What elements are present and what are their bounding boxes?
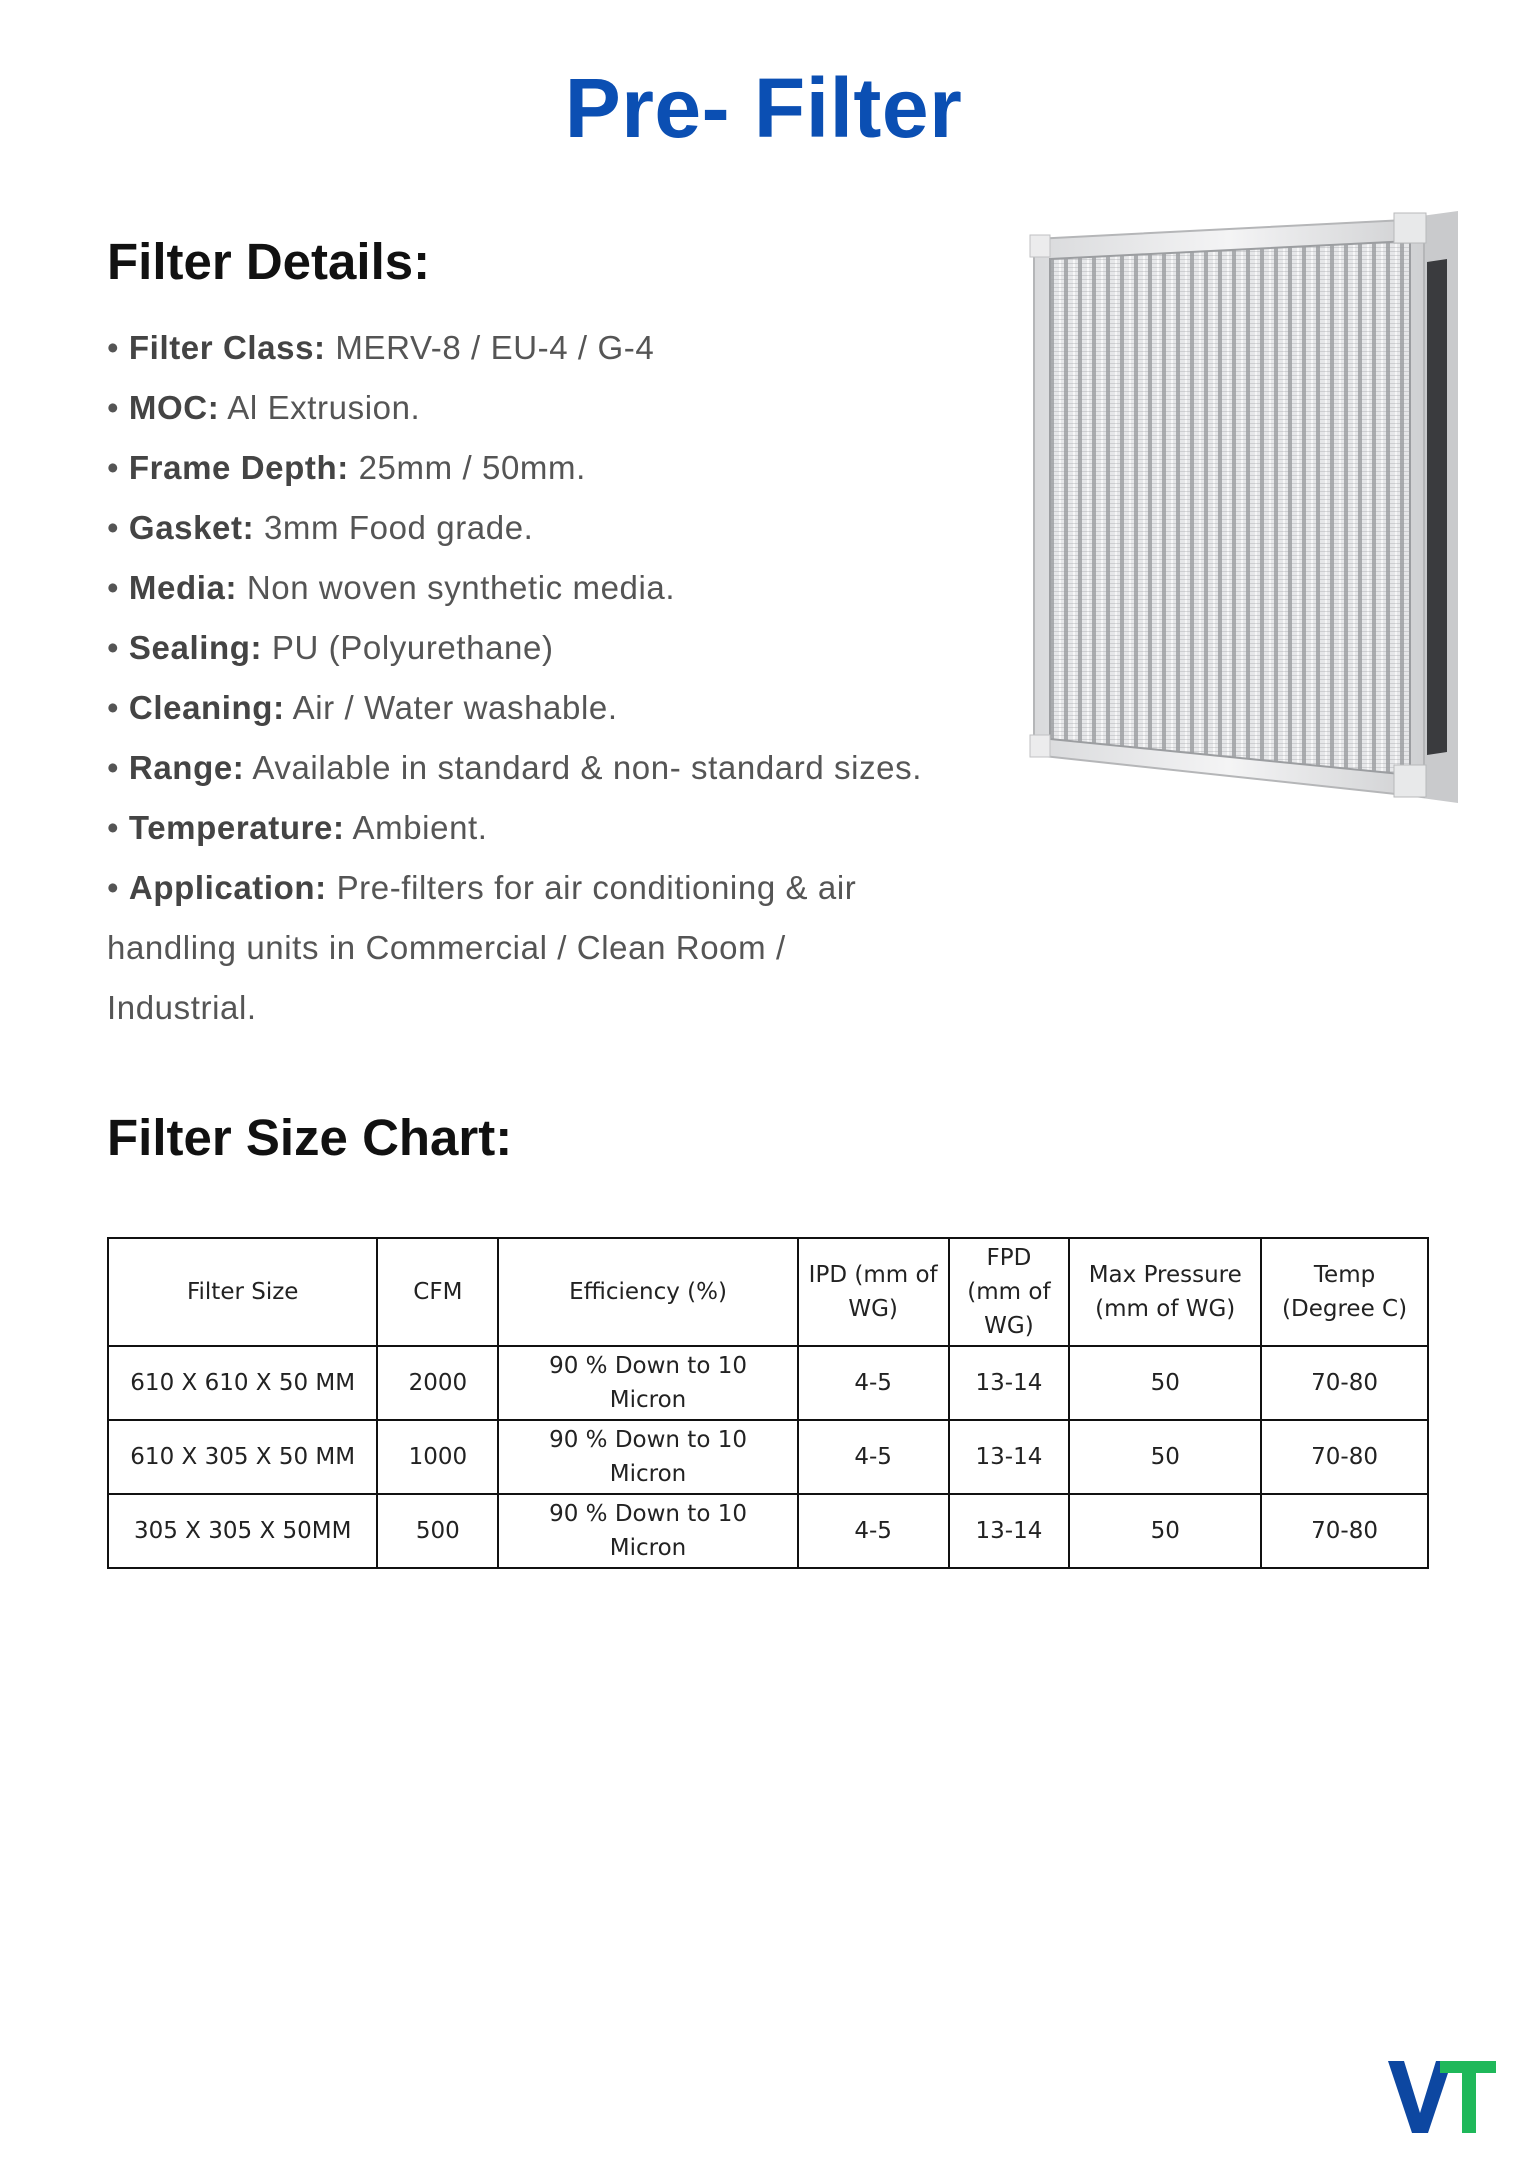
vt-logo xyxy=(1388,2055,1498,2137)
filter-details-list xyxy=(107,318,1007,1038)
table-cell: 4-5 xyxy=(798,1494,949,1568)
detail-sealing: • Sealing: PU (Polyurethane) xyxy=(107,629,554,666)
detail-label: Media: xyxy=(128,569,238,606)
filter-size-chart-heading: Filter Size Chart: xyxy=(107,1109,513,1166)
table-cell: 90 % Down to 10 Micron xyxy=(498,1346,797,1420)
detail-application-line-2: handling units in Commercial / Clean Room / xyxy=(107,929,786,966)
detail-value: 3mm Food grade. xyxy=(263,509,534,546)
table-cell: 4-5 xyxy=(798,1420,949,1494)
detail-label: Range: xyxy=(128,749,245,786)
detail-value: MERV-8 / EU-4 / G-4 xyxy=(335,329,655,366)
column-header: Temp (Degree C) xyxy=(1261,1238,1428,1346)
column-header: FPD (mm of WG) xyxy=(949,1238,1070,1346)
detail-value: Ambient. xyxy=(352,809,488,846)
detail-moc: • MOC: Al Extrusion. xyxy=(107,389,421,426)
detail-value: Available in standard & non- standard sizes. xyxy=(252,749,923,786)
table-row xyxy=(108,1494,1428,1568)
detail-value: Air / Water washable. xyxy=(292,689,618,726)
table-cell: 70-80 xyxy=(1261,1494,1428,1568)
table-cell: 610 X 305 X 50 MM xyxy=(108,1420,377,1494)
detail-application-line-3: Industrial. xyxy=(107,989,257,1026)
detail-application: • Application: Pre-filters for air conditioning & air xyxy=(107,869,857,906)
detail-value: Pre-filters for air conditioning & air xyxy=(336,869,857,906)
detail-value: Non woven synthetic media. xyxy=(246,569,676,606)
column-header: Efficiency (%) xyxy=(498,1238,797,1346)
table-cell: 500 xyxy=(377,1494,498,1568)
table-cell: 13-14 xyxy=(949,1420,1070,1494)
table-header-row xyxy=(108,1238,1428,1346)
detail-label: Filter Class: xyxy=(128,329,326,366)
table-cell: 610 X 610 X 50 MM xyxy=(108,1346,377,1420)
table-cell: 90 % Down to 10 Micron xyxy=(498,1494,797,1568)
detail-label: Gasket: xyxy=(128,509,255,546)
table-cell: 50 xyxy=(1069,1346,1261,1420)
filter-details-heading: Filter Details: xyxy=(107,233,431,290)
detail-cleaning: • Cleaning: Air / Water washable. xyxy=(107,689,618,726)
detail-filter-class: • Filter Class: MERV-8 / EU-4 / G-4 xyxy=(107,329,655,366)
detail-media: • Media: Non woven synthetic media. xyxy=(107,569,676,606)
table-cell: 2000 xyxy=(377,1346,498,1420)
table-cell: 70-80 xyxy=(1261,1346,1428,1420)
column-header: Filter Size xyxy=(108,1238,377,1346)
page-title: Pre- Filter xyxy=(564,61,963,155)
pre-filter-photo xyxy=(1022,207,1467,807)
detail-label: Application: xyxy=(128,869,327,906)
detail-label: Sealing: xyxy=(128,629,263,666)
column-header: IPD (mm of WG) xyxy=(798,1238,949,1346)
detail-value: 25mm / 50mm. xyxy=(358,449,586,486)
table-row xyxy=(108,1420,1428,1494)
table-row xyxy=(108,1346,1428,1420)
detail-label: Frame Depth: xyxy=(128,449,349,486)
detail-gasket: • Gasket: 3mm Food grade. xyxy=(107,509,534,546)
column-header: Max Pressure (mm of WG) xyxy=(1069,1238,1261,1346)
detail-range: • Range: Available in standard & non- standard sizes. xyxy=(107,749,923,786)
table-cell: 90 % Down to 10 Micron xyxy=(498,1420,797,1494)
filter-size-table xyxy=(107,1237,1429,1569)
table-cell: 1000 xyxy=(377,1420,498,1494)
detail-value: Al Extrusion. xyxy=(227,389,421,426)
detail-label: Temperature: xyxy=(128,809,345,846)
detail-label: Cleaning: xyxy=(128,689,285,726)
detail-temperature: • Temperature: Ambient. xyxy=(107,809,488,846)
column-header: CFM xyxy=(377,1238,498,1346)
table-cell: 70-80 xyxy=(1261,1420,1428,1494)
logo-t-stem xyxy=(1462,2061,1476,2133)
table-cell: 4-5 xyxy=(798,1346,949,1420)
table-cell: 50 xyxy=(1069,1494,1261,1568)
table-cell: 13-14 xyxy=(949,1494,1070,1568)
detail-value: PU (Polyurethane) xyxy=(271,629,554,666)
table-cell: 13-14 xyxy=(949,1346,1070,1420)
detail-label: MOC: xyxy=(128,389,220,426)
table-cell: 305 X 305 X 50MM xyxy=(108,1494,377,1568)
table-cell: 50 xyxy=(1069,1420,1261,1494)
detail-frame-depth: • Frame Depth: 25mm / 50mm. xyxy=(107,449,586,486)
